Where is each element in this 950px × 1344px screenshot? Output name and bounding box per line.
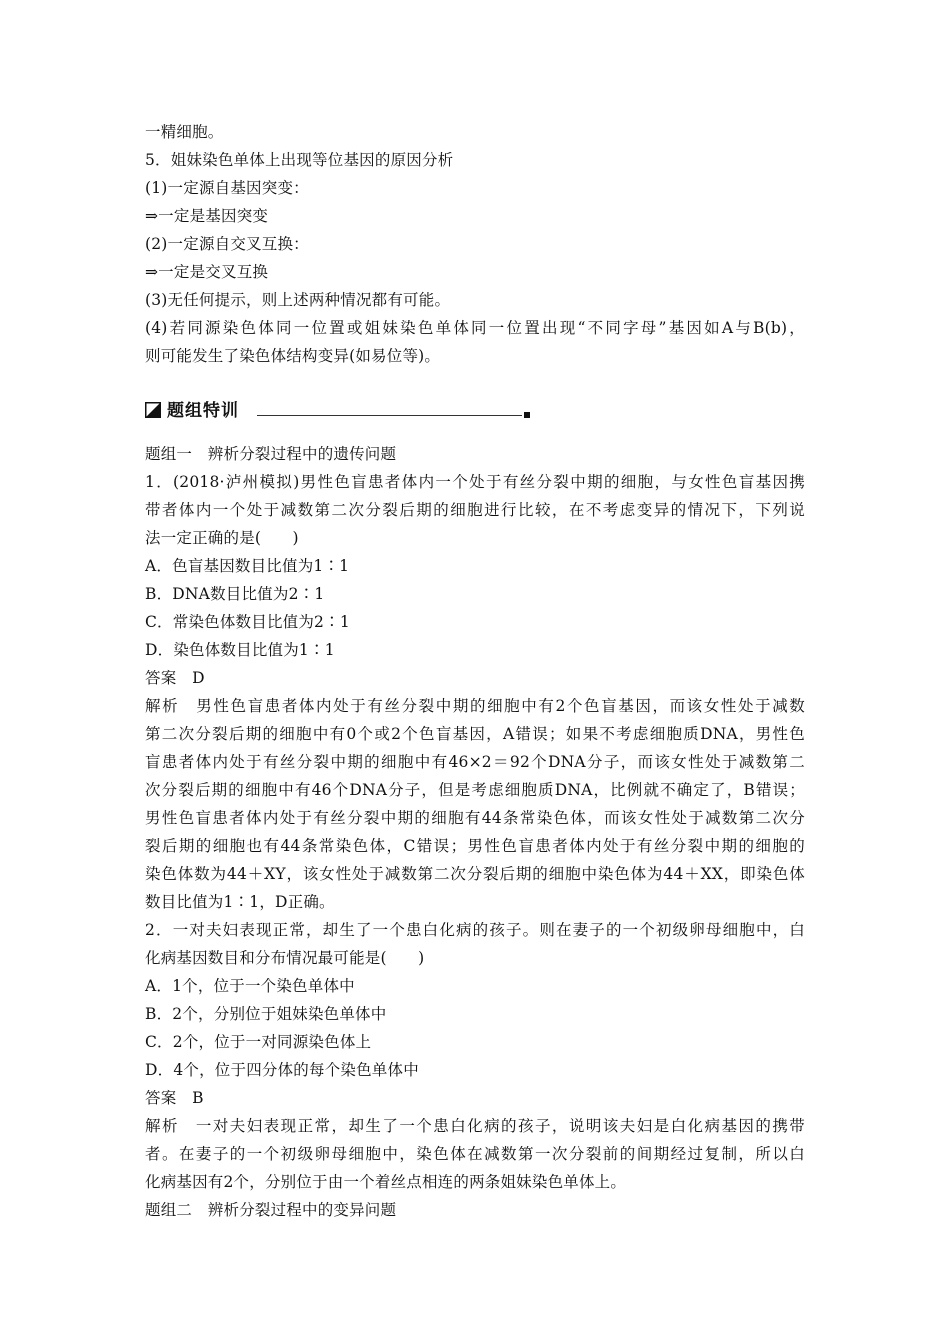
- text-line: 一精细胞。: [145, 123, 224, 141]
- question-1-stem: 带者体内一个处于减数第二次分裂后期的细胞进行比较，在不考虑变异的情况下，下列说: [145, 501, 805, 519]
- question-2-option-d: D．4个，位于四分体的每个染色单体中: [145, 1061, 419, 1079]
- corner-triangle-icon: [145, 402, 161, 418]
- question-2-stem: 2．一对夫妇表现正常，却生了一个患白化病的孩子。则在妻子的一个初级卵母细胞中，白: [145, 921, 805, 939]
- question-2-analysis: 者。在妻子的一个初级卵母细胞中，染色体在减数第一次分裂前的间期经过复制，所以白: [145, 1145, 805, 1163]
- text-line: 则可能发生了染色体结构变异(如易位等)。: [145, 347, 441, 365]
- header-rule: [257, 415, 522, 416]
- question-2-analysis: 化病基因有2个，分别位于由一个着丝点相连的两条姐妹染色单体上。: [145, 1173, 627, 1191]
- section-header-title: 题组特训: [167, 401, 239, 421]
- question-2-option-a: A．1个，位于一个染色单体中: [145, 977, 355, 995]
- question-1-analysis: 数目比值为1∶1，D正确。: [145, 893, 335, 911]
- page-content: [145, 118, 805, 1224]
- text-line: (2)一定源自交叉互换：: [145, 235, 309, 253]
- question-1-analysis: 第二次分裂后期的细胞中有0个或2个色盲基因，A错误；如果不考虑细胞质DNA，男性色: [145, 725, 805, 743]
- question-1-analysis: 染色体数为44＋XY，该女性处于减数第二次分裂后期的细胞中染色体为44＋XX，即染色体: [145, 865, 805, 883]
- question-1-analysis: 裂后期的细胞也有44条常染色体，C错误；男性色盲患者体内处于有丝分裂中期的细胞的: [145, 837, 805, 855]
- text-line: ⇒一定是基因突变: [145, 207, 269, 225]
- section-top: [145, 118, 805, 370]
- text-line: 5．姐妹染色单体上出现等位基因的原因分析: [145, 151, 454, 169]
- question-2-analysis: 解析 一对夫妇表现正常，却生了一个患白化病的孩子，说明该夫妇是白化病基因的携带: [145, 1117, 805, 1135]
- question-2-stem: 化病基因数目和分布情况最可能是( ): [145, 949, 425, 967]
- question-2-answer: 答案 B: [145, 1089, 204, 1107]
- text-line: (4)若同源染色体同一位置或姐妹染色单体同一位置出现“不同字母”基因如A与B(b)，: [145, 319, 805, 337]
- question-1-option-b: B．DNA数目比值为2∶1: [145, 585, 325, 603]
- question-1-option-a: A．色盲基因数目比值为1∶1: [145, 557, 350, 575]
- question-2-option-b: B．2个，分别位于姐妹染色单体中: [145, 1005, 387, 1023]
- question-1-stem: 1．(2018·泸州模拟)男性色盲患者体内一个处于有丝分裂中期的细胞，与女性色盲基因携: [145, 473, 805, 491]
- text-line: (1)一定源自基因突变：: [145, 179, 309, 197]
- section-main: [145, 440, 805, 1224]
- group-title: 题组一 辨析分裂过程中的遗传问题: [145, 445, 397, 463]
- question-1-analysis: 次分裂后期的细胞中有46个DNA分子，但是考虑细胞质DNA，比例就不确定了，B错误；: [145, 781, 805, 799]
- group-title: 题组二 辨析分裂过程中的变异问题: [145, 1201, 397, 1219]
- header-rule-end-square: [524, 412, 530, 418]
- question-1-stem: 法一定正确的是( ): [145, 529, 299, 547]
- question-1-answer: 答案 D: [145, 669, 205, 687]
- question-1-analysis: 男性色盲患者体内处于有丝分裂中期的细胞有44条常染色体，而该女性处于减数第二次分: [145, 809, 805, 827]
- text-line: (3)无任何提示，则上述两种情况都有可能。: [145, 291, 451, 309]
- section-header: [145, 394, 805, 428]
- text-line: ⇒一定是交叉互换: [145, 263, 269, 281]
- question-1-option-d: D．染色体数目比值为1∶1: [145, 641, 335, 659]
- question-1-analysis: 盲患者体内处于有丝分裂中期的细胞中有46×2＝92个DNA分子，而该女性处于减数第二: [145, 753, 805, 771]
- question-1-option-c: C．常染色体数目比值为2∶1: [145, 613, 350, 631]
- question-1-analysis: 解析 男性色盲患者体内处于有丝分裂中期的细胞中有2个色盲基因，而该女性处于减数: [145, 697, 805, 715]
- question-2-option-c: C．2个，位于一对同源染色体上: [145, 1033, 372, 1051]
